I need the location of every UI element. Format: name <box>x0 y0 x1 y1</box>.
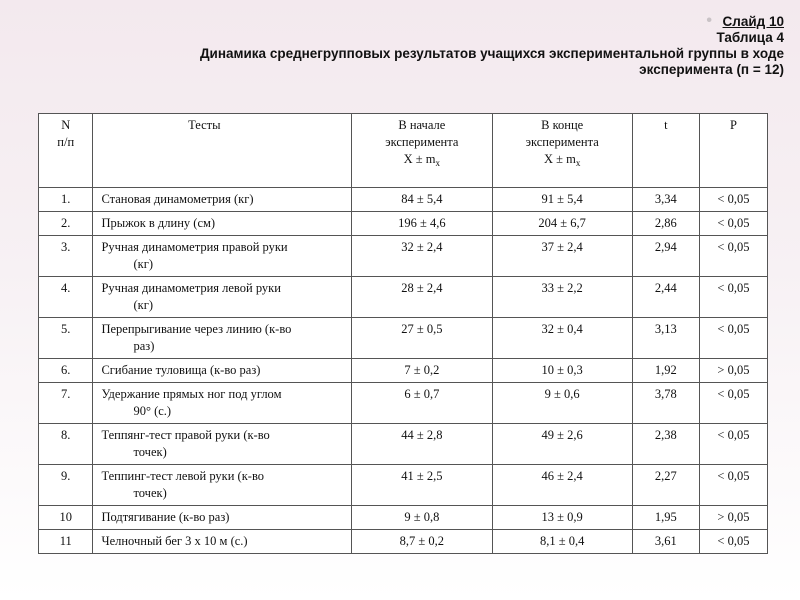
row-end-value: 8,1 ± 0,4 <box>492 530 632 554</box>
row-end-value: 10 ± 0,3 <box>492 359 632 383</box>
row-test-name <box>93 530 352 554</box>
row-test-name <box>93 236 352 277</box>
row-begin-value: 84 ± 5,4 <box>352 188 492 212</box>
header-tests: Тесты <box>93 114 352 188</box>
row-test-name-line1: Ручная динамометрия левой руки <box>101 281 281 295</box>
row-t-value: 2,94 <box>632 236 699 277</box>
row-test-name-line2: точек) <box>133 486 167 500</box>
row-number: 3. <box>39 236 93 277</box>
row-end-value: 9 ± 0,6 <box>492 383 632 424</box>
row-test-name-line1: Перепрыгивание через линию (к-во <box>101 322 292 336</box>
row-p-value: > 0,05 <box>699 506 767 530</box>
row-test-name-line1: Становая динамометрия (кг) <box>101 192 254 206</box>
row-test-name-line1: Ручная динамометрия правой руки <box>101 240 288 254</box>
table-row <box>39 277 768 318</box>
table-row <box>39 424 768 465</box>
row-begin-value: 32 ± 2,4 <box>352 236 492 277</box>
header-end-line1: В конце <box>541 118 584 132</box>
row-test-name <box>93 318 352 359</box>
header-begin <box>352 114 492 188</box>
header-end-line3: Х ± m <box>543 152 576 166</box>
table-label: Таблица 4 <box>716 30 784 45</box>
row-t-value: 3,34 <box>632 188 699 212</box>
row-p-value: > 0,05 <box>699 359 767 383</box>
row-test-name <box>93 383 352 424</box>
row-begin-value: 27 ± 0,5 <box>352 318 492 359</box>
row-begin-value: 196 ± 4,6 <box>352 212 492 236</box>
table-row <box>39 506 768 530</box>
row-p-value: < 0,05 <box>699 277 767 318</box>
row-test-name <box>93 465 352 506</box>
row-test-name-line1: Сгибание туловища (к-во раз) <box>101 363 261 377</box>
row-begin-value: 8,7 ± 0,2 <box>352 530 492 554</box>
row-end-value: 49 ± 2,6 <box>492 424 632 465</box>
header-end-line2: эксперимента <box>525 135 599 149</box>
row-end-value: 204 ± 6,7 <box>492 212 632 236</box>
header-end-sub: x <box>575 158 581 168</box>
row-t-value: 3,78 <box>632 383 699 424</box>
row-number: 1. <box>39 188 93 212</box>
row-test-name <box>93 188 352 212</box>
row-number: 10 <box>39 506 93 530</box>
row-t-value: 1,95 <box>632 506 699 530</box>
row-test-name <box>93 506 352 530</box>
row-begin-value: 7 ± 0,2 <box>352 359 492 383</box>
row-number: 8. <box>39 424 93 465</box>
row-p-value: < 0,05 <box>699 188 767 212</box>
row-test-name-line1: Челночный бег 3 х 10 м (с.) <box>101 534 248 548</box>
table-body <box>39 188 768 554</box>
bullet-icon: • <box>706 12 712 29</box>
header-end <box>492 114 632 188</box>
row-number: 4. <box>39 277 93 318</box>
row-p-value: < 0,05 <box>699 383 767 424</box>
header-t: t <box>632 114 699 188</box>
row-begin-value: 6 ± 0,7 <box>352 383 492 424</box>
row-number: 2. <box>39 212 93 236</box>
slide-number-line <box>84 14 784 30</box>
row-p-value: < 0,05 <box>699 530 767 554</box>
row-number: 11 <box>39 530 93 554</box>
row-t-value: 2,27 <box>632 465 699 506</box>
row-end-value: 91 ± 5,4 <box>492 188 632 212</box>
table-row <box>39 188 768 212</box>
table-row <box>39 465 768 506</box>
table-title-line1: Динамика среднегрупповых результатов учащихся экспериментальной группы в ходе <box>199 46 784 61</box>
row-test-name-line2: 90° (с.) <box>133 404 172 418</box>
header-p: Р <box>699 114 767 188</box>
row-test-name-line1: Теппинг-тест левой руки (к-во <box>101 469 265 483</box>
table-row <box>39 236 768 277</box>
row-test-name-line2: точек) <box>133 445 167 459</box>
row-begin-value: 41 ± 2,5 <box>352 465 492 506</box>
row-number: 7. <box>39 383 93 424</box>
table-row <box>39 212 768 236</box>
row-t-value: 3,13 <box>632 318 699 359</box>
row-p-value: < 0,05 <box>699 236 767 277</box>
row-end-value: 32 ± 0,4 <box>492 318 632 359</box>
row-p-value: < 0,05 <box>699 318 767 359</box>
row-test-name-line1: Прыжок в длину (см) <box>101 216 216 230</box>
header-begin-sub: x <box>435 158 441 168</box>
row-test-name-line2: раз) <box>133 339 155 353</box>
results-table-container <box>38 113 768 554</box>
header-begin-line3: Х ± m <box>403 152 436 166</box>
row-number: 6. <box>39 359 93 383</box>
row-test-name <box>93 359 352 383</box>
table-row <box>39 318 768 359</box>
row-number: 5. <box>39 318 93 359</box>
results-table <box>38 113 768 554</box>
table-title-line2: эксперимента (п = 12) <box>639 62 784 77</box>
table-row <box>39 359 768 383</box>
row-t-value: 3,61 <box>632 530 699 554</box>
row-test-name-line2: (кг) <box>133 298 153 312</box>
row-end-value: 33 ± 2,2 <box>492 277 632 318</box>
row-test-name <box>93 212 352 236</box>
row-t-value: 2,86 <box>632 212 699 236</box>
row-end-value: 13 ± 0,9 <box>492 506 632 530</box>
header-number-pp: п/п <box>57 135 75 149</box>
row-t-value: 1,92 <box>632 359 699 383</box>
header-begin-line2: эксперимента <box>385 135 459 149</box>
row-end-value: 46 ± 2,4 <box>492 465 632 506</box>
table-header-row <box>39 114 768 188</box>
table-row <box>39 530 768 554</box>
slide-label: Слайд 10 <box>722 14 784 29</box>
row-test-name-line1: Теппянг-тест правой руки (к-во <box>101 428 270 442</box>
row-test-name <box>93 277 352 318</box>
row-p-value: < 0,05 <box>699 465 767 506</box>
header-number-n: N <box>61 118 71 132</box>
row-test-name-line1: Подтягивание (к-во раз) <box>101 510 230 524</box>
row-begin-value: 28 ± 2,4 <box>352 277 492 318</box>
table-row <box>39 383 768 424</box>
row-number: 9. <box>39 465 93 506</box>
header-begin-line1: В начале <box>398 118 446 132</box>
row-test-name-line1: Удержание прямых ног под углом <box>101 387 282 401</box>
row-p-value: < 0,05 <box>699 424 767 465</box>
row-begin-value: 9 ± 0,8 <box>352 506 492 530</box>
row-end-value: 37 ± 2,4 <box>492 236 632 277</box>
header-number <box>39 114 93 188</box>
row-test-name-line2: (кг) <box>133 257 153 271</box>
row-begin-value: 44 ± 2,8 <box>352 424 492 465</box>
row-t-value: 2,38 <box>632 424 699 465</box>
row-test-name <box>93 424 352 465</box>
row-t-value: 2,44 <box>632 277 699 318</box>
slide-header <box>84 14 784 78</box>
row-p-value: < 0,05 <box>699 212 767 236</box>
